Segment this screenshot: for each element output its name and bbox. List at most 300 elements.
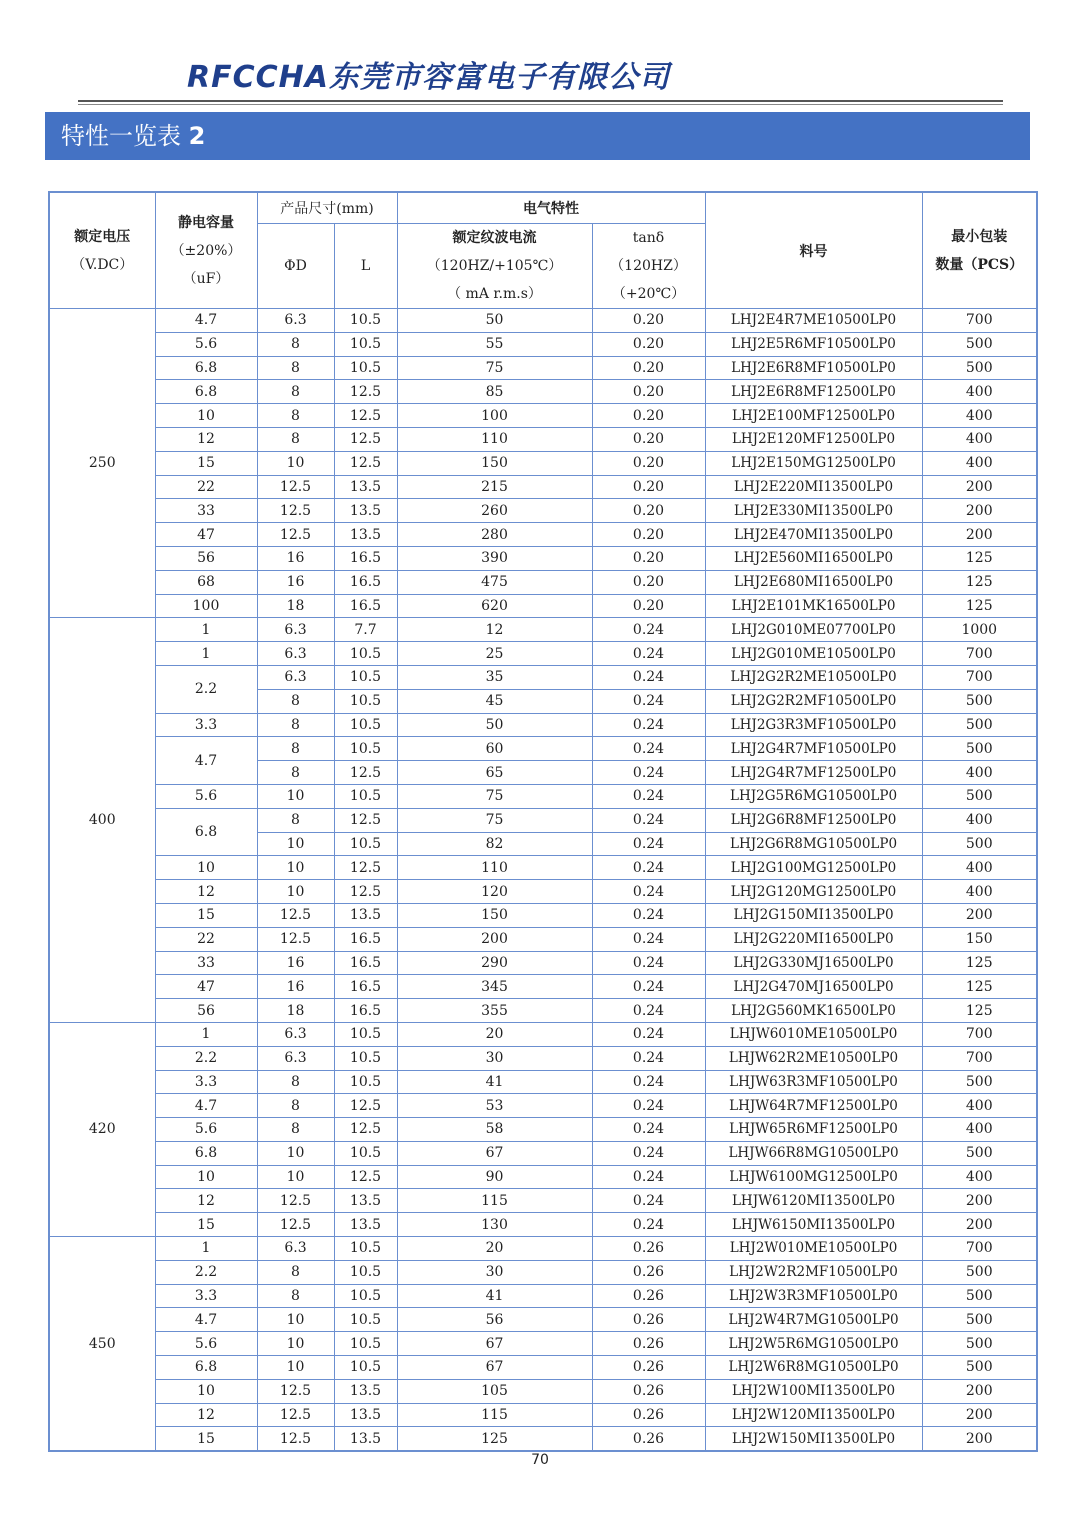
part-number-cell: LHJ2W2R2MF10500LP0 <box>705 1260 922 1284</box>
diameter-cell: 12.5 <box>257 1403 334 1427</box>
capacitance-cell: 3.3 <box>155 1070 257 1094</box>
part-number-cell: LHJ2G120MG12500LP0 <box>705 880 922 904</box>
diameter-cell: 10 <box>257 784 334 808</box>
part-number-cell: LHJ2G330MJ16500LP0 <box>705 951 922 975</box>
diameter-cell: 12.5 <box>257 475 334 499</box>
table-row <box>49 1332 1037 1356</box>
tan-cell: 0.20 <box>592 309 705 333</box>
part-number-cell: LHJ2E120MF12500LP0 <box>705 427 922 451</box>
length-cell: 10.5 <box>334 309 397 333</box>
part-number-cell: LHJ2E6R8MF10500LP0 <box>705 356 922 380</box>
tan-cell: 0.24 <box>592 1213 705 1237</box>
capacitance-cell: 6.8 <box>155 380 257 404</box>
ripple-cell: 260 <box>397 499 592 523</box>
capacitance-cell: 33 <box>155 499 257 523</box>
part-number-cell: LHJ2G4R7MF12500LP0 <box>705 761 922 785</box>
table-row <box>49 951 1037 975</box>
min-pack-cell: 700 <box>922 1046 1037 1070</box>
diameter-cell: 16 <box>257 951 334 975</box>
table-row <box>49 1141 1037 1165</box>
part-number-cell: LHJ2E220MI13500LP0 <box>705 475 922 499</box>
table-row <box>49 927 1037 951</box>
length-cell: 13.5 <box>334 475 397 499</box>
table-row <box>49 1046 1037 1070</box>
part-number-cell: LHJ2G6R8MF12500LP0 <box>705 808 922 832</box>
capacitance-cell: 6.8 <box>155 808 257 856</box>
min-pack-cell: 400 <box>922 404 1037 428</box>
table-row <box>49 1189 1037 1213</box>
table-row <box>49 380 1037 404</box>
capacitance-cell: 10 <box>155 404 257 428</box>
capacitance-cell: 3.3 <box>155 713 257 737</box>
table-row <box>49 713 1037 737</box>
spec-table <box>48 191 1038 1452</box>
tan-cell: 0.26 <box>592 1427 705 1451</box>
tan-cell: 0.20 <box>592 427 705 451</box>
tan-cell: 0.24 <box>592 618 705 642</box>
diameter-cell: 6.3 <box>257 1022 334 1046</box>
min-pack-cell: 400 <box>922 1118 1037 1142</box>
ripple-cell: 280 <box>397 523 592 547</box>
part-number-cell: LHJW62R2ME10500LP0 <box>705 1046 922 1070</box>
ripple-cell: 30 <box>397 1260 592 1284</box>
length-cell: 13.5 <box>334 903 397 927</box>
ripple-cell: 41 <box>397 1070 592 1094</box>
ripple-cell: 125 <box>397 1427 592 1451</box>
length-cell: 12.5 <box>334 380 397 404</box>
min-pack-cell: 400 <box>922 808 1037 832</box>
min-pack-cell: 200 <box>922 1189 1037 1213</box>
section-banner <box>45 112 1030 160</box>
ripple-cell: 130 <box>397 1213 592 1237</box>
min-pack-cell: 500 <box>922 1332 1037 1356</box>
ripple-cell: 390 <box>397 546 592 570</box>
header-length: L <box>334 224 397 309</box>
min-pack-cell: 400 <box>922 761 1037 785</box>
tan-cell: 0.24 <box>592 951 705 975</box>
tan-cell: 0.20 <box>592 356 705 380</box>
tan-cell: 0.26 <box>592 1356 705 1380</box>
ripple-cell: 150 <box>397 903 592 927</box>
tan-cell: 0.24 <box>592 1141 705 1165</box>
ripple-cell: 12 <box>397 618 592 642</box>
tan-cell: 0.24 <box>592 1118 705 1142</box>
ripple-cell: 345 <box>397 975 592 999</box>
capacitance-cell: 3.3 <box>155 1284 257 1308</box>
table-row <box>49 1022 1037 1046</box>
part-number-cell: LHJ2G100MG12500LP0 <box>705 856 922 880</box>
length-cell: 10.5 <box>334 1356 397 1380</box>
part-number-cell: LHJ2W5R6MG10500LP0 <box>705 1332 922 1356</box>
tan-cell: 0.24 <box>592 737 705 761</box>
part-number-cell: LHJW63R3MF10500LP0 <box>705 1070 922 1094</box>
diameter-cell: 10 <box>257 1356 334 1380</box>
tan-cell: 0.24 <box>592 689 705 713</box>
diameter-cell: 12.5 <box>257 1427 334 1451</box>
tan-cell: 0.26 <box>592 1332 705 1356</box>
tan-cell: 0.20 <box>592 475 705 499</box>
ripple-cell: 105 <box>397 1379 592 1403</box>
part-number-cell: LHJ2G220MI16500LP0 <box>705 927 922 951</box>
length-cell: 13.5 <box>334 1213 397 1237</box>
length-cell: 10.5 <box>334 1046 397 1070</box>
diameter-cell: 12.5 <box>257 903 334 927</box>
part-number-cell: LHJ2E100MF12500LP0 <box>705 404 922 428</box>
tan-cell: 0.26 <box>592 1284 705 1308</box>
diameter-cell: 10 <box>257 1332 334 1356</box>
length-cell: 16.5 <box>334 546 397 570</box>
diameter-cell: 8 <box>257 1070 334 1094</box>
length-cell: 10.5 <box>334 689 397 713</box>
table-row <box>49 1165 1037 1189</box>
min-pack-cell: 500 <box>922 1260 1037 1284</box>
ripple-cell: 110 <box>397 427 592 451</box>
tan-cell: 0.24 <box>592 1046 705 1070</box>
table-row <box>49 404 1037 428</box>
part-number-cell: LHJW6150MI13500LP0 <box>705 1213 922 1237</box>
ripple-cell: 200 <box>397 927 592 951</box>
diameter-cell: 12.5 <box>257 1213 334 1237</box>
min-pack-cell: 500 <box>922 689 1037 713</box>
part-number-cell: LHJW64R7MF12500LP0 <box>705 1094 922 1118</box>
capacitance-cell: 22 <box>155 927 257 951</box>
table-row <box>49 546 1037 570</box>
length-cell: 10.5 <box>334 642 397 666</box>
part-number-cell: LHJ2W150MI13500LP0 <box>705 1427 922 1451</box>
tan-cell: 0.24 <box>592 761 705 785</box>
ripple-cell: 110 <box>397 856 592 880</box>
table-row <box>49 1094 1037 1118</box>
part-number-cell: LHJ2W6R8MG10500LP0 <box>705 1356 922 1380</box>
tan-cell: 0.24 <box>592 832 705 856</box>
tan-cell: 0.26 <box>592 1260 705 1284</box>
ripple-cell: 75 <box>397 808 592 832</box>
min-pack-cell: 400 <box>922 1165 1037 1189</box>
capacitance-cell: 5.6 <box>155 332 257 356</box>
ripple-cell: 215 <box>397 475 592 499</box>
part-number-cell: LHJ2G560MK16500LP0 <box>705 999 922 1023</box>
part-number-cell: LHJW6010ME10500LP0 <box>705 1022 922 1046</box>
ripple-cell: 30 <box>397 1046 592 1070</box>
capacitance-cell: 47 <box>155 523 257 547</box>
tan-cell: 0.24 <box>592 1189 705 1213</box>
ripple-cell: 82 <box>397 832 592 856</box>
capacitance-cell: 4.7 <box>155 737 257 785</box>
capacitance-cell: 12 <box>155 1403 257 1427</box>
table-row <box>49 332 1037 356</box>
length-cell: 10.5 <box>334 665 397 689</box>
min-pack-cell: 500 <box>922 832 1037 856</box>
part-number-cell: LHJ2W100MI13500LP0 <box>705 1379 922 1403</box>
ripple-cell: 60 <box>397 737 592 761</box>
diameter-cell: 18 <box>257 594 334 618</box>
table-row <box>49 999 1037 1023</box>
tan-cell: 0.20 <box>592 546 705 570</box>
tan-cell: 0.20 <box>592 523 705 547</box>
ripple-cell: 45 <box>397 689 592 713</box>
length-cell: 10.5 <box>334 332 397 356</box>
capacitance-cell: 33 <box>155 951 257 975</box>
header-rule-thin <box>78 104 1003 105</box>
ripple-cell: 41 <box>397 1284 592 1308</box>
voltage-cell: 400 <box>49 618 155 1023</box>
table-row <box>49 1379 1037 1403</box>
tan-cell: 0.24 <box>592 880 705 904</box>
tan-cell: 0.24 <box>592 642 705 666</box>
diameter-cell: 10 <box>257 1165 334 1189</box>
length-cell: 16.5 <box>334 594 397 618</box>
min-pack-cell: 200 <box>922 1427 1037 1451</box>
table-row <box>49 1260 1037 1284</box>
table-row <box>49 427 1037 451</box>
capacitance-cell: 68 <box>155 570 257 594</box>
min-pack-cell: 500 <box>922 1308 1037 1332</box>
min-pack-cell: 700 <box>922 1022 1037 1046</box>
tan-cell: 0.26 <box>592 1403 705 1427</box>
capacitance-cell: 2.2 <box>155 1046 257 1070</box>
length-cell: 12.5 <box>334 808 397 832</box>
diameter-cell: 16 <box>257 975 334 999</box>
capacitance-cell: 1 <box>155 1237 257 1261</box>
min-pack-cell: 400 <box>922 880 1037 904</box>
min-pack-cell: 125 <box>922 594 1037 618</box>
table-row <box>49 808 1037 832</box>
length-cell: 10.5 <box>334 1070 397 1094</box>
length-cell: 12.5 <box>334 761 397 785</box>
min-pack-cell: 500 <box>922 784 1037 808</box>
diameter-cell: 12.5 <box>257 499 334 523</box>
capacitance-cell: 5.6 <box>155 1118 257 1142</box>
length-cell: 12.5 <box>334 451 397 475</box>
length-cell: 13.5 <box>334 499 397 523</box>
capacitance-cell: 6.8 <box>155 356 257 380</box>
diameter-cell: 8 <box>257 332 334 356</box>
min-pack-cell: 700 <box>922 1237 1037 1261</box>
ripple-cell: 355 <box>397 999 592 1023</box>
length-cell: 10.5 <box>334 713 397 737</box>
min-pack-cell: 125 <box>922 570 1037 594</box>
capacitance-cell: 5.6 <box>155 784 257 808</box>
capacitance-cell: 12 <box>155 1189 257 1213</box>
table-row <box>49 737 1037 761</box>
header-ripple: 额定纹波电流 （120HZ/+105℃） （ mA r.m.s） <box>397 224 592 309</box>
capacitance-cell: 47 <box>155 975 257 999</box>
page-number: 70 <box>531 1452 549 1468</box>
capacitance-cell: 56 <box>155 546 257 570</box>
length-cell: 12.5 <box>334 880 397 904</box>
part-number-cell: LHJ2E470MI13500LP0 <box>705 523 922 547</box>
part-number-cell: LHJ2G3R3MF10500LP0 <box>705 713 922 737</box>
length-cell: 10.5 <box>334 1141 397 1165</box>
diameter-cell: 10 <box>257 856 334 880</box>
table-row <box>49 594 1037 618</box>
table-row <box>49 1070 1037 1094</box>
length-cell: 10.5 <box>334 737 397 761</box>
min-pack-cell: 700 <box>922 309 1037 333</box>
header-part-number: 料号 <box>705 192 922 309</box>
min-pack-cell: 500 <box>922 1070 1037 1094</box>
diameter-cell: 6.3 <box>257 642 334 666</box>
diameter-cell: 8 <box>257 404 334 428</box>
capacitance-cell: 4.7 <box>155 1094 257 1118</box>
capacitance-cell: 10 <box>155 1379 257 1403</box>
header-size: 产品尺寸(mm) <box>257 192 397 224</box>
capacitance-cell: 15 <box>155 1213 257 1237</box>
ripple-cell: 65 <box>397 761 592 785</box>
tan-cell: 0.24 <box>592 713 705 737</box>
table-row <box>49 1427 1037 1451</box>
table-row <box>49 642 1037 666</box>
part-number-cell: LHJ2E6R8MF12500LP0 <box>705 380 922 404</box>
diameter-cell: 10 <box>257 1141 334 1165</box>
min-pack-cell: 500 <box>922 1141 1037 1165</box>
header-rule <box>78 100 1003 102</box>
diameter-cell: 6.3 <box>257 1237 334 1261</box>
part-number-cell: LHJ2W010ME10500LP0 <box>705 1237 922 1261</box>
min-pack-cell: 500 <box>922 713 1037 737</box>
tan-cell: 0.20 <box>592 380 705 404</box>
tan-cell: 0.24 <box>592 1165 705 1189</box>
voltage-cell: 250 <box>49 309 155 618</box>
ripple-cell: 50 <box>397 713 592 737</box>
ripple-cell: 56 <box>397 1308 592 1332</box>
ripple-cell: 115 <box>397 1189 592 1213</box>
diameter-cell: 18 <box>257 999 334 1023</box>
part-number-cell: LHJ2G150MI13500LP0 <box>705 903 922 927</box>
part-number-cell: LHJ2W120MI13500LP0 <box>705 1403 922 1427</box>
diameter-cell: 16 <box>257 546 334 570</box>
tan-cell: 0.24 <box>592 808 705 832</box>
min-pack-cell: 200 <box>922 1213 1037 1237</box>
tan-cell: 0.20 <box>592 570 705 594</box>
capacitance-cell: 15 <box>155 1427 257 1451</box>
tan-cell: 0.20 <box>592 499 705 523</box>
diameter-cell: 10 <box>257 880 334 904</box>
tan-cell: 0.24 <box>592 1094 705 1118</box>
capacitance-cell: 56 <box>155 999 257 1023</box>
length-cell: 10.5 <box>334 1237 397 1261</box>
min-pack-cell: 125 <box>922 975 1037 999</box>
capacitance-cell: 6.8 <box>155 1141 257 1165</box>
capacitance-cell: 15 <box>155 903 257 927</box>
header-voltage: 额定电压 （V.DC） <box>49 192 155 309</box>
part-number-cell: LHJ2G010ME07700LP0 <box>705 618 922 642</box>
table-row <box>49 903 1037 927</box>
part-number-cell: LHJ2W3R3MF10500LP0 <box>705 1284 922 1308</box>
min-pack-cell: 700 <box>922 642 1037 666</box>
tan-cell: 0.24 <box>592 1070 705 1094</box>
length-cell: 13.5 <box>334 1403 397 1427</box>
tan-cell: 0.26 <box>592 1237 705 1261</box>
part-number-cell: LHJ2G5R6MG10500LP0 <box>705 784 922 808</box>
diameter-cell: 12.5 <box>257 1379 334 1403</box>
table-row <box>49 523 1037 547</box>
tan-cell: 0.24 <box>592 1022 705 1046</box>
ripple-cell: 53 <box>397 1094 592 1118</box>
length-cell: 10.5 <box>334 1332 397 1356</box>
min-pack-cell: 1000 <box>922 618 1037 642</box>
diameter-cell: 8 <box>257 737 334 761</box>
tan-cell: 0.26 <box>592 1379 705 1403</box>
length-cell: 12.5 <box>334 1118 397 1142</box>
table-row <box>49 665 1037 689</box>
header-electrical: 电气特性 <box>397 192 705 224</box>
min-pack-cell: 150 <box>922 927 1037 951</box>
tan-cell: 0.20 <box>592 332 705 356</box>
part-number-cell: LHJ2G6R8MG10500LP0 <box>705 832 922 856</box>
min-pack-cell: 700 <box>922 665 1037 689</box>
part-number-cell: LHJ2E101MK16500LP0 <box>705 594 922 618</box>
tan-cell: 0.20 <box>592 451 705 475</box>
ripple-cell: 20 <box>397 1022 592 1046</box>
ripple-cell: 25 <box>397 642 592 666</box>
capacitance-cell: 1 <box>155 642 257 666</box>
table-row <box>49 475 1037 499</box>
capacitance-cell: 12 <box>155 427 257 451</box>
capacitance-cell: 4.7 <box>155 309 257 333</box>
part-number-cell: LHJ2G2R2ME10500LP0 <box>705 665 922 689</box>
diameter-cell: 6.3 <box>257 309 334 333</box>
table-row <box>49 1118 1037 1142</box>
table-row <box>49 356 1037 380</box>
ripple-cell: 20 <box>397 1237 592 1261</box>
diameter-cell: 12.5 <box>257 523 334 547</box>
length-cell: 13.5 <box>334 1189 397 1213</box>
diameter-cell: 10 <box>257 451 334 475</box>
ripple-cell: 290 <box>397 951 592 975</box>
table-row <box>49 451 1037 475</box>
capacitance-cell: 5.6 <box>155 1332 257 1356</box>
min-pack-cell: 500 <box>922 356 1037 380</box>
diameter-cell: 8 <box>257 713 334 737</box>
part-number-cell: LHJ2E680MI16500LP0 <box>705 570 922 594</box>
tan-cell: 0.20 <box>592 594 705 618</box>
tan-cell: 0.24 <box>592 784 705 808</box>
length-cell: 16.5 <box>334 570 397 594</box>
part-number-cell: LHJ2G010ME10500LP0 <box>705 642 922 666</box>
ripple-cell: 67 <box>397 1141 592 1165</box>
ripple-cell: 75 <box>397 784 592 808</box>
diameter-cell: 10 <box>257 832 334 856</box>
part-number-cell: LHJW6100MG12500LP0 <box>705 1165 922 1189</box>
capacitance-cell: 22 <box>155 475 257 499</box>
length-cell: 12.5 <box>334 856 397 880</box>
diameter-cell: 8 <box>257 1118 334 1142</box>
tan-cell: 0.24 <box>592 999 705 1023</box>
length-cell: 16.5 <box>334 999 397 1023</box>
min-pack-cell: 125 <box>922 546 1037 570</box>
ripple-cell: 75 <box>397 356 592 380</box>
part-number-cell: LHJ2E4R7ME10500LP0 <box>705 309 922 333</box>
min-pack-cell: 400 <box>922 1094 1037 1118</box>
table-row <box>49 784 1037 808</box>
length-cell: 10.5 <box>334 832 397 856</box>
min-pack-cell: 200 <box>922 475 1037 499</box>
diameter-cell: 8 <box>257 1260 334 1284</box>
company-name: RFCCHA东莞市容富电子有限公司 <box>187 60 670 95</box>
min-pack-cell: 200 <box>922 903 1037 927</box>
length-cell: 10.5 <box>334 784 397 808</box>
ripple-cell: 67 <box>397 1356 592 1380</box>
capacitance-cell: 100 <box>155 594 257 618</box>
length-cell: 16.5 <box>334 951 397 975</box>
part-number-cell: LHJ2W4R7MG10500LP0 <box>705 1308 922 1332</box>
length-cell: 16.5 <box>334 927 397 951</box>
ripple-cell: 475 <box>397 570 592 594</box>
min-pack-cell: 200 <box>922 523 1037 547</box>
tan-cell: 0.24 <box>592 975 705 999</box>
diameter-cell: 16 <box>257 570 334 594</box>
